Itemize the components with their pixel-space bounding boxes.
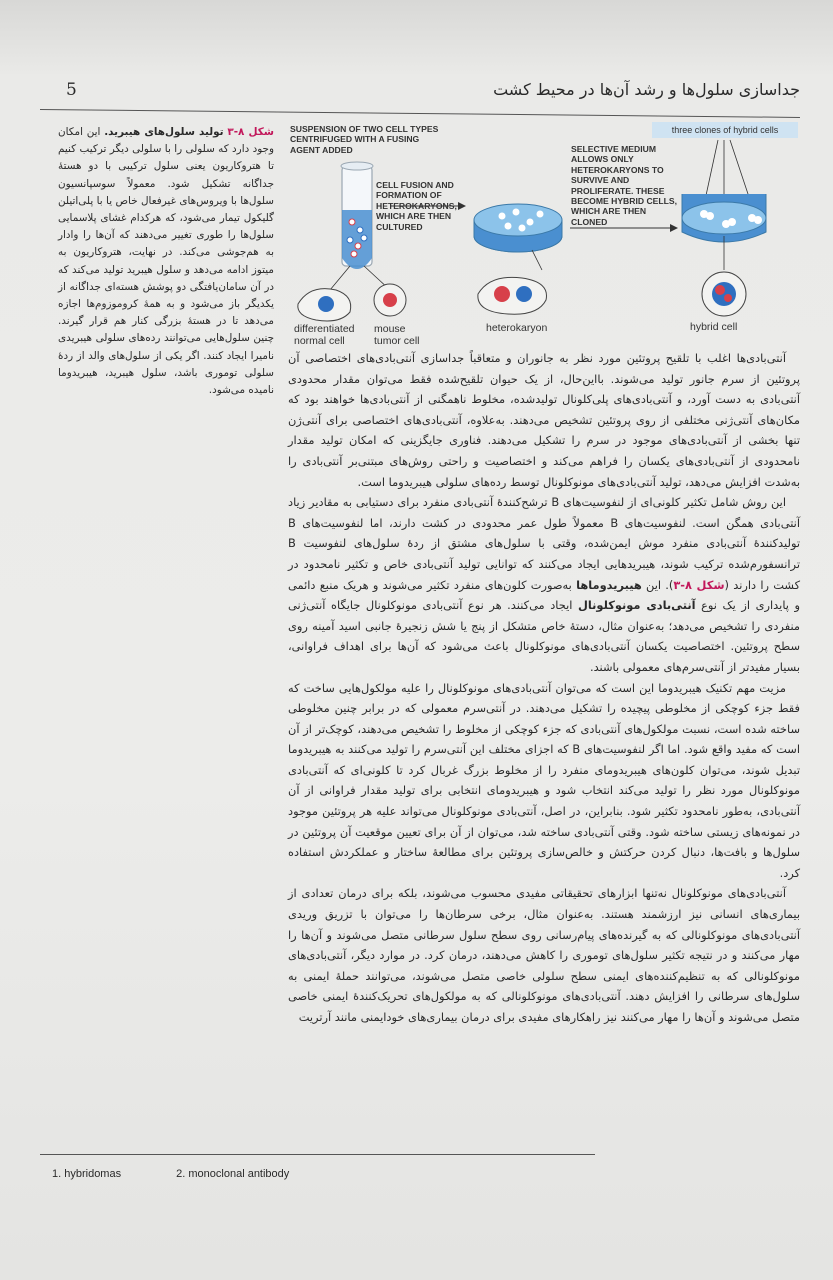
p2-text-c: به‌صورت کلون‌های منفرد تکثیر می‌شوند و هریک منبع دائمی و پایداری از یک نوع bbox=[288, 577, 800, 613]
label-fusion: CELL FUSION AND FORMATION OF HETEROKARYONS, WHICH ARE THEN CULTURED bbox=[376, 180, 457, 232]
normal-cell-icon bbox=[298, 289, 351, 321]
label-suspension: SUSPENSION OF TWO CELL TYPES CENTRIFUGED WITH A FUSING AGENT ADDED bbox=[290, 124, 439, 155]
tumor-cell-icon bbox=[374, 284, 406, 316]
culture-dish-icon bbox=[474, 204, 562, 252]
label-selective: SELECTIVE MEDIUM ALLOWS ONLY HETEROKARYONS TO SURVIVE AND PROLIFERATE. THESE BECOME HYBRID CELLS, WHICH ARE THEN CLONED bbox=[571, 144, 677, 227]
footnote-1: 1. hybridomas bbox=[52, 1168, 122, 1180]
test-tube-icon bbox=[341, 162, 373, 269]
heterokaryon-icon bbox=[478, 277, 547, 314]
figure-reference[interactable]: شکل ۸-۳ bbox=[673, 577, 725, 592]
footnote-2: 2. monoclonal antibody bbox=[176, 1168, 290, 1180]
body-text bbox=[288, 348, 800, 1028]
paragraph-1: آنتی‌بادی‌ها اغلب با تلقیح پروتئین مورد نظر به جانوران و متعاقباً جداسازی آنتی‌بادی‌های اختصاصی آن پروتئین از سرم جانور تولید می‌شوند. بااین‌حال، از یک حیوان تلقیح‌شده فقط می‌توان مقدار محدودی آنتی‌بادی به دست آورد، و آنتی‌بادی‌های پلی‌کلونال تولیدشده، مخلوط ناهمگنی از آنتی‌بادی‌ها خواهند بود که مکان‌های آنتی‌ژنی مختلفی از روی پروتئین تشخیص می‌دهند. به‌علاوه، آنتی‌بادی‌های اختصاصی برای آنتی‌ژن تنها بخشی از آنتی‌بادی‌های موجود در سرم را تشکیل می‌دهند. فناوری جایگزینی که امکان تولید مقدار نامحدودی از آنتی‌بادی‌های یکسان را فراهم می‌کند و اختصاصیت و راحتی روش‌های مبتنی‌بر آنتی‌بادی را به‌شدت افزایش می‌دهد، تولید آنتی‌بادی‌های مونوکلونال توسط رده‌های سلولی هیبریدوما است. bbox=[288, 351, 800, 489]
caption-label: شکل ۸-۳ bbox=[227, 126, 275, 138]
p2-text-a: این روش شامل تکثیر کلونی‌ای از لنفوسیت‌های B ترشح‌کنندهٔ آنتی‌بادی منفرد برای دستیابی به مقادیر زیاد آنتی‌بادی همگن است. لنفوسیت‌های B معمولاً طول عمر محدودی در کشت دارند، اما لنفوسیت‌های B تولیدکنندهٔ آنتی‌بادی منفرد موش ایمن‌شده، وقتی با سلول‌های مشتق از ردهٔ سلول‌های لنفوسیت B ترانسفورم‌شده ترکیب شوند، هیبریدهایی ایجاد می‌کنند که توانایی تولید آنتی‌بادی خاص و تکثیر نامحدود در کشت را دارند ( bbox=[288, 495, 800, 592]
term-monoclonal: آنتی‌بادی مونوکلونال bbox=[577, 598, 696, 613]
footnotes bbox=[52, 1168, 341, 1180]
running-title: جداسازی سلول‌ها و رشد آن‌ها در محیط کشت bbox=[493, 80, 800, 99]
clone-dish-icon bbox=[682, 140, 766, 270]
label-mouse: mouse tumor cell bbox=[374, 323, 420, 347]
label-heterokaryon: heterokaryon bbox=[486, 322, 548, 334]
figure-caption bbox=[58, 124, 274, 399]
paragraph-3: مزیت مهم تکنیک هیبریدوما این است که می‌توان آنتی‌بادی‌های مونوکلونال را علیه مولکول‌هایی ساخت که فقط جزء کوچکی از مخلوطی پیچیده را تشکیل می‌دهند. در آنتی‌سرم معمولی که در برابر چنین مخلوطی ساخته شده است، نسبت مولکول‌های آنتی‌بادی که جزء کوچکی از مخلوط را تشخیص می‌دهند، کوچک‌تر از آن است که مفید واقع شود. اما اگر لنفوسیت‌های B که اجزای مختلف این آنتی‌سرم را تولید می‌کنند به هیبریدوما تبدیل شوند، می‌توان کلون‌های هیبریدومای منفرد را از مخلوط بزرگ غربال کرد تا کلونی‌ای که آنتی‌بادی مونوکلونال مورد نظر را تولید می‌کند انتخاب شود و هیبریدومای انتخابی برای تولید مقدار فراوانی از آن آنتی‌بادی، به‌طور نامحدود تکثیر شود. بنابراین، در اصل، آنتی‌بادی مونوکلونال می‌تواند علیه هر پروتئین موجود در نمونه‌های زیستی ساخته شود. وقتی آنتی‌بادی ساخته شد، می‌توان از آن برای تعیین موقعیت آن پروتئین در سلول‌ها و بافت‌ها، دنبال کردن حرکتش و خالص‌سازی پروتئین برای مطالعهٔ ساختار و عملکردش استفاده کرد. bbox=[288, 680, 800, 880]
hybrid-cell-icon bbox=[702, 272, 746, 316]
caption-title: تولید سلول‌های هیبرید. bbox=[104, 126, 224, 138]
label-differentiated: differentiated normal cell bbox=[294, 323, 355, 347]
hybrid-cell-figure bbox=[290, 118, 800, 347]
paragraph-2 bbox=[288, 492, 800, 677]
page-header bbox=[40, 72, 800, 110]
page-number: 5 bbox=[66, 80, 77, 100]
label-hybrid: hybrid cell bbox=[690, 321, 738, 333]
footnote-rule bbox=[40, 1154, 595, 1155]
p2-text-b: ). این bbox=[641, 577, 674, 592]
term-hybridomas: هیبریدوماها bbox=[576, 577, 642, 592]
p2-text-d: ایجاد می‌کنند. هر نوع آنتی‌بادی مونوکلونال جایگاه آنتی‌ژنی منفردی را تشخیص می‌دهد؛ به‌عنوان مثال، دستهٔ خاص متشکل از پنج یا شش زنجیرهٔ جانبی اسید آمینه روی سطح پروتئین. اختصاصیت یکسان آنتی‌بادی‌های مونوکلونال باعث می‌شود که آن‌ها برای اهداف فراوانی، بسیار مفیدتر از آنتی‌سرم‌های معمولی باشند. bbox=[288, 598, 800, 674]
caption-text: این امکان وجود دارد که سلولی را با سلولی دیگر ترکیب کنیم تا هتروکاریون یعنی سلول ترکیبی با دو هستهٔ جداگانه تشکیل شود. معمولاً سوسپانسیون سلول‌ها با ویروس‌های غیرفعال خاص یا با پلی‌اتیلن گلیکول تیمار می‌شود، که هرکدام غشای پلاسمایی سلول‌ها را طوری تغییر می‌دهند که آن‌ها را وادار به هم‌جوشی می‌کند. در نهایت، هتروکاریون به میتوز ادامه می‌دهد و سلول هیبرید تولید می‌کند که در آن سامان‌یافتگی دو پوشش هسته‌ای جداگانه از یکدیگر باز می‌شود و به همهٔ کروموزوم‌ها اجازه می‌دهد تا در هستهٔ بزرگی کنار هم قرار گیرند. چنین سلول‌هایی می‌توانند رده‌های سلولی هیبریدی نامیرا ایجاد کنند. اگر یکی از سلول‌های والد از ردهٔ سلولی توموری باشد، سلول هیبرید، هیبریدوما نامیده می‌شود. bbox=[58, 126, 274, 397]
paragraph-4: آنتی‌بادی‌های مونوکلونال نه‌تنها ابزارهای تحقیقاتی مفیدی محسوب می‌شوند، بلکه برای درمان تعدادی از بیماری‌های انسانی نیز ارزشمند هستند. به‌عنوان مثال، برخی سرطان‌ها را می‌توان با تزریق وریدی آنتی‌بادی‌های مونوکلونالی که به گیرنده‌های پیام‌رسانی روی سطح سلول سرطانی متصل می‌شوند و آن‌ها را مهار می‌کنند و در نتیجه تکثیر سلول‌های توموری را کاهش می‌دهند، درمان کرد. در موارد دیگر، آنتی‌بادی‌های مونوکلونالی که به تنظیم‌کننده‌های ایمنی سطح سلولی خاصی متصل می‌شوند، می‌توانند حملهٔ ایمنی به سلول‌های سرطانی را افزایش دهند. آنتی‌بادی‌های مونوکلونالی که به مولکول‌های تحریک‌کنندهٔ ایمنی خاصی متصل می‌شوند و آن‌ها را مهار می‌کنند نیز راهکارهای مفیدی برای درمان بیماری‌های خودایمنی مانند آرتریت bbox=[288, 886, 800, 1024]
label-clones: three clones of hybrid cells bbox=[652, 122, 798, 138]
